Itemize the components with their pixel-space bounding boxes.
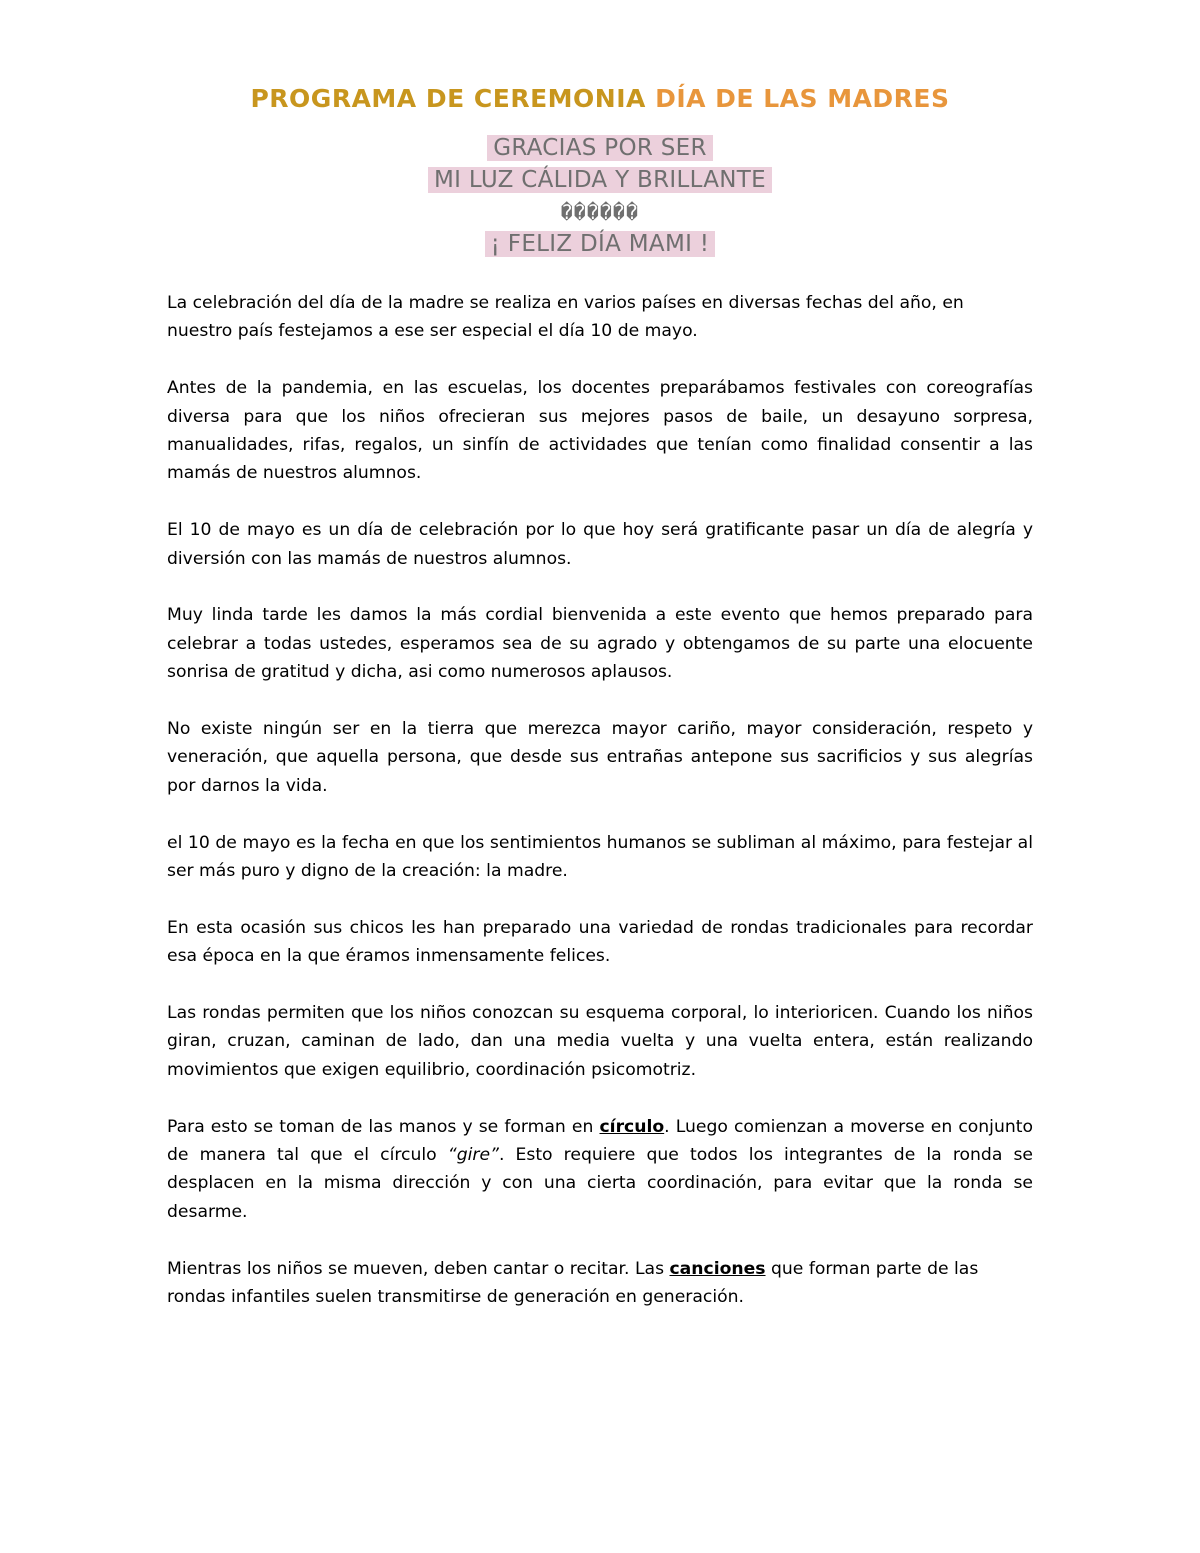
title-part-ceremony: PROGRAMA DE CEREMONIA [250,84,646,113]
circulo-link[interactable]: círculo [599,1116,665,1137]
paragraph-3: El 10 de mayo es un día de celebración por lo que hoy será gratificante pasar un día de alegría y diversión con las mamás de nuestros alumnos. [167,520,1033,569]
dedication-emoji-placeholders: ������ [560,200,640,224]
dedication-block [0,132,1200,260]
paragraph-9-text-middle: . Luego comienzan a moverse en conjunto de manera tal que el círculo [167,1116,1033,1166]
title-part-mothers-day: DÍA DE LAS MADRES [655,84,950,113]
paragraph-8: Las rondas permiten que los niños conozcan su esquema corporal, lo interioricen. Cuando los niños giran, cruzan, caminan de lado, dan una media vuelta y una vuelta entera, están realizando movimientos que exigen equilibrio, coordinación psicomotriz. [167,1003,1033,1080]
paragraph-10 [167,1255,1033,1312]
paragraph-1: La celebración del día de la madre se realiza en varios países en diversas fechas del año, en nuestro país festejamos a ese ser especial el día 10 de mayo. [167,293,964,342]
paragraph-10-text-start: Mientras los niños se mueven, deben cantar o recitar. Las [167,1258,670,1279]
canciones-link[interactable]: canciones [669,1258,766,1279]
paragraph-6: el 10 de mayo es la fecha en que los sentimientos humanos se subliman al máximo, para festejar al ser más puro y digno de la creación: la madre. [167,832,1033,882]
paragraph-9 [167,1113,1033,1227]
paragraph-7: En esta ocasión sus chicos les han preparado una variedad de rondas tradicionales para recordar esa época en la que éramos inmensamente felices. [167,917,1033,967]
paragraph-9-text-end: . Esto requiere que todos los integrantes de la ronda se desplacen en la misma dirección y con una cierta coordinación, para evitar que la ronda se desarme. [167,1145,1033,1222]
dedication-line-2: MI LUZ CÁLIDA Y BRILLANTE [428,167,772,193]
document-body [167,289,1033,1340]
gire-quote: “gire” [447,1145,499,1166]
dedication-line-4: ¡ FELIZ DÍA MAMI ! [485,231,716,257]
paragraph-4: Muy linda tarde les damos la más cordial bienvenida a este evento que hemos preparado para celebrar a todas ustedes, esperamos sea de su agrado y obtengamos de su parte una elocuente sonrisa de gratitud y dicha, asi como numerosos aplausos. [167,605,1033,683]
paragraph-10-text-end: que forman parte de las rondas infantiles suelen transmitirse de generación en generación. [167,1258,979,1308]
paragraph-2: Antes de la pandemia, en las escuelas, los docentes preparábamos festivales con coreografías diversa para que los niños ofrecieran sus mejores pasos de baile, un desayuno sorpresa, manualidades, rifas, regalos, un sinfín de actividades que tenían como finalidad consentir a las mamás de nuestros alumnos. [167,378,1033,484]
document-title [0,84,1200,113]
paragraph-5: No existe ningún ser en la tierra que merezca mayor cariño, mayor consideración, respeto y veneración, que aquella persona, que desde sus entrañas antepone sus sacrificios y sus alegrías por darnos la vida. [167,719,1033,796]
paragraph-9-text-start: Para esto se toman de las manos y se forman en [167,1116,600,1137]
dedication-line-1: GRACIAS POR SER [487,135,713,161]
